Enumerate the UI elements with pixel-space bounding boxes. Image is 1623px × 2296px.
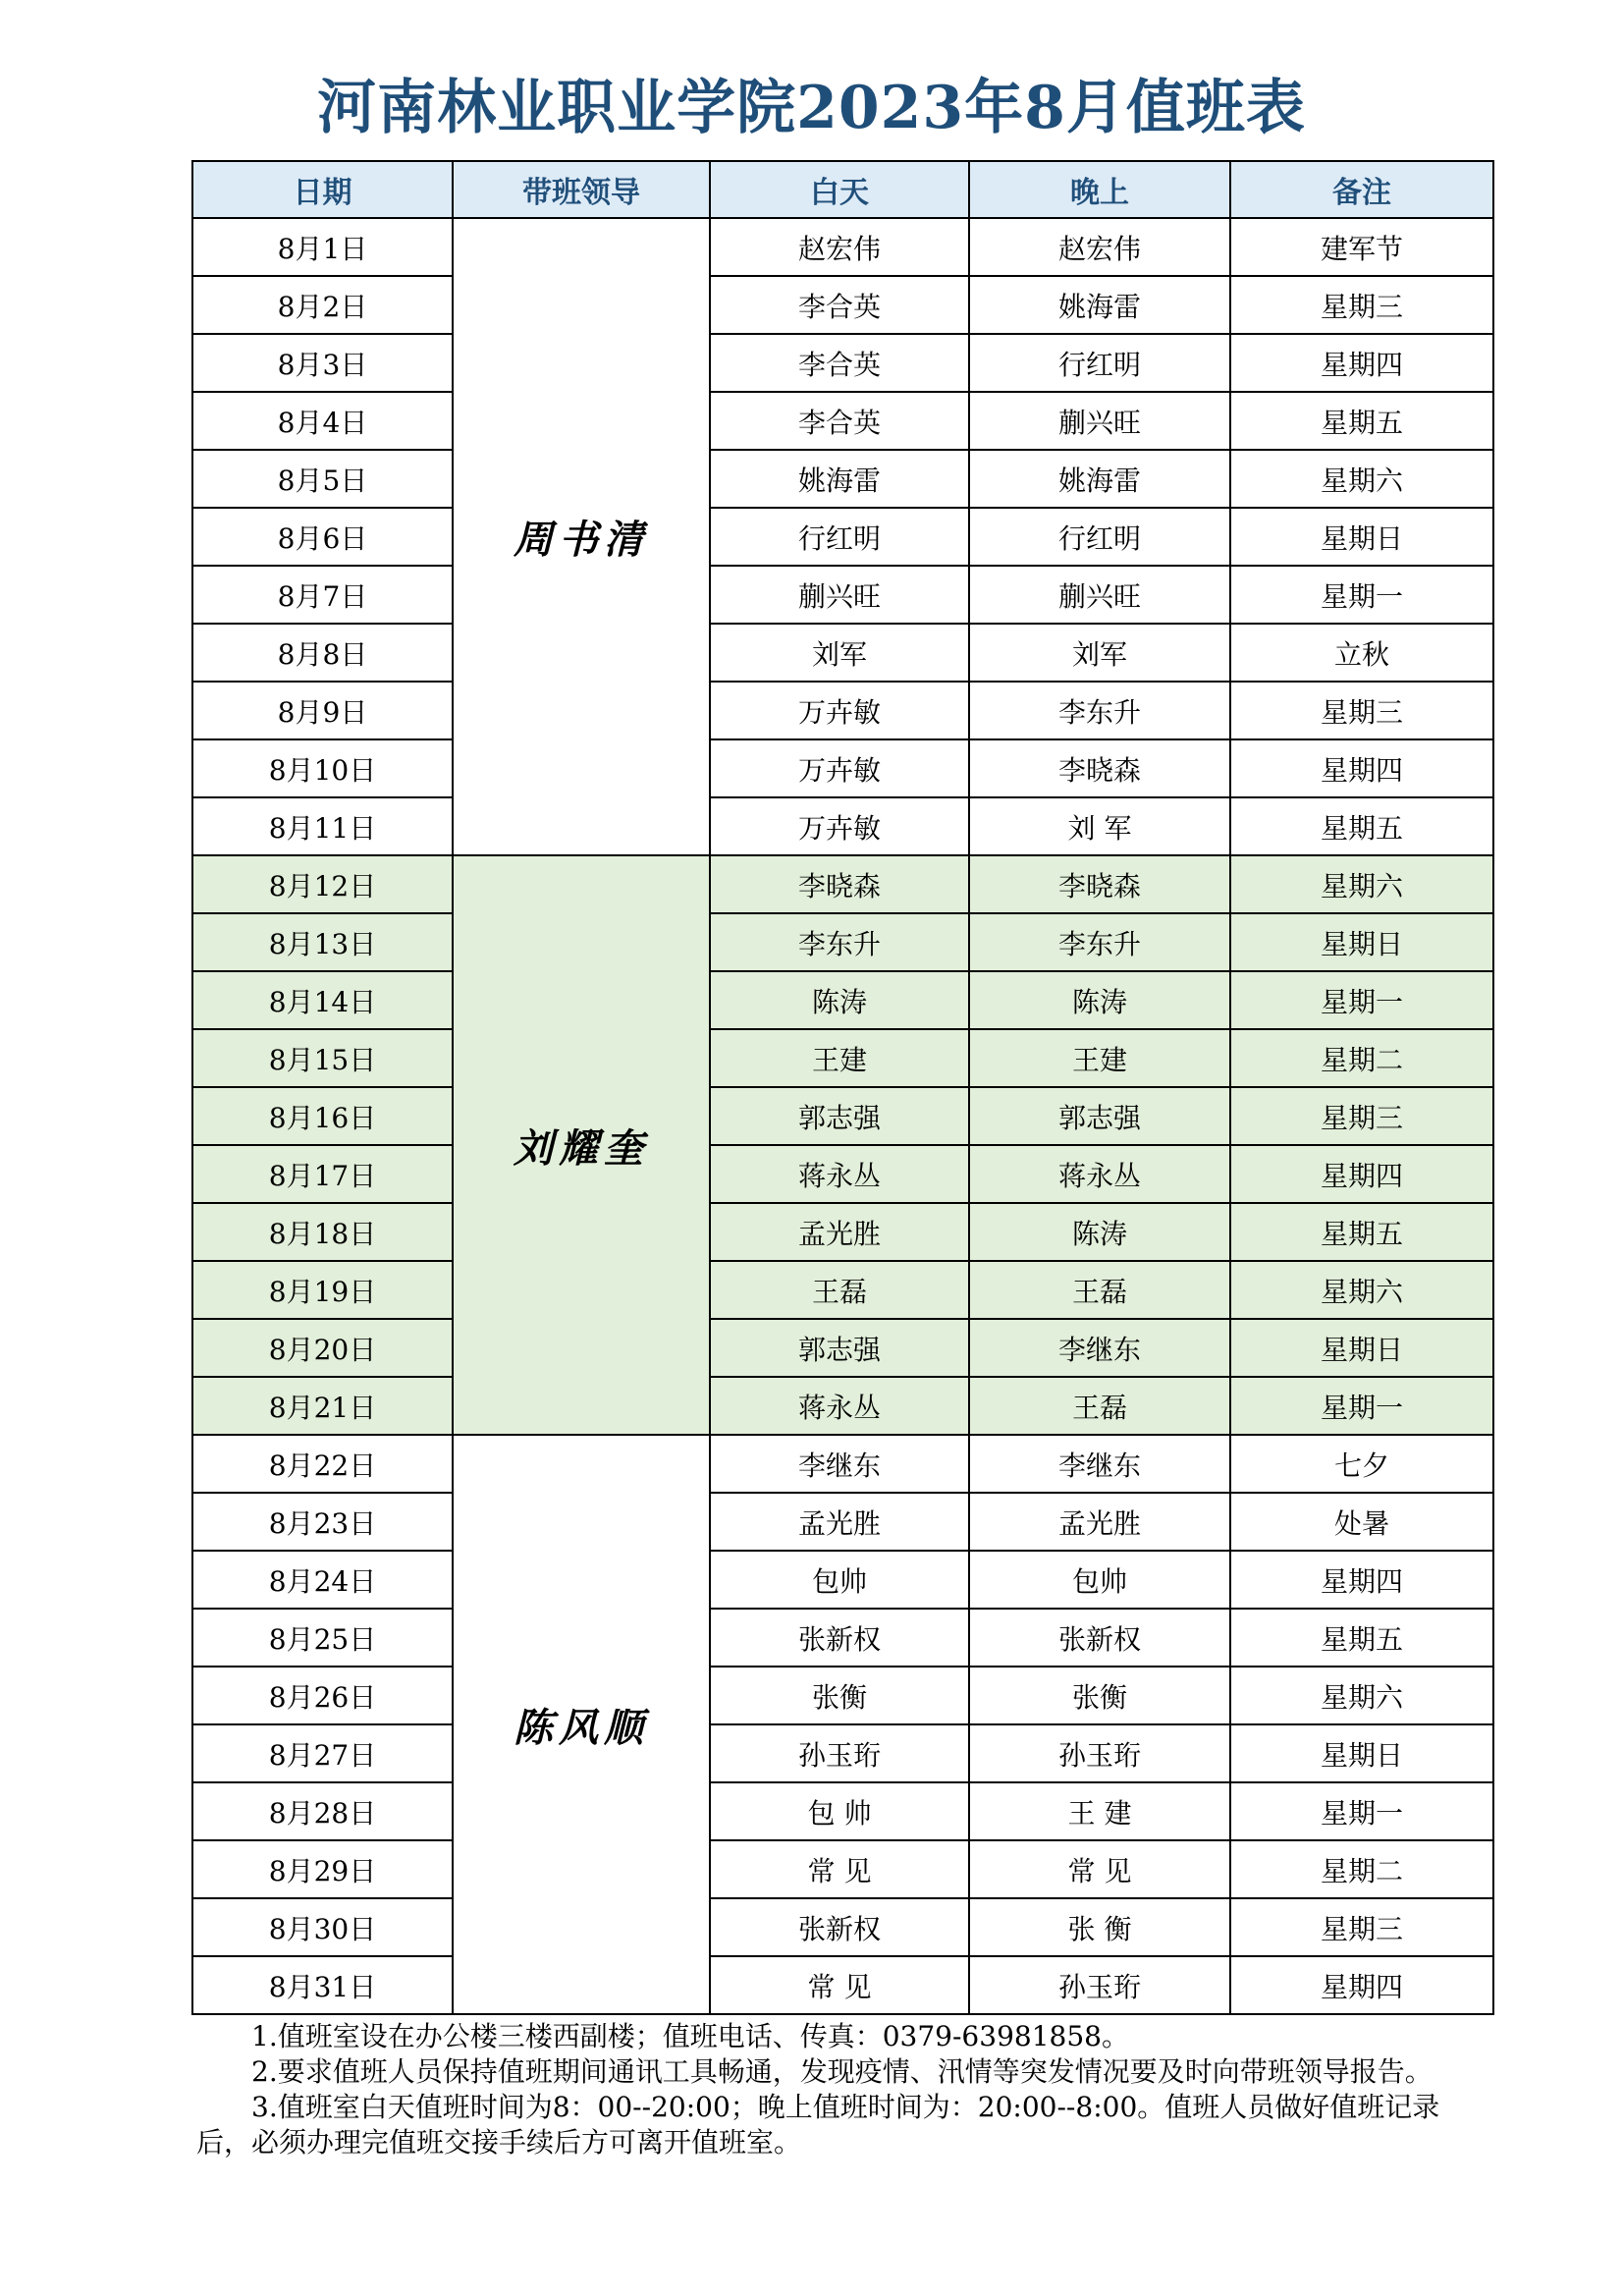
note-cell: 星期三 (1230, 682, 1493, 739)
table-row (192, 1145, 1493, 1203)
day-duty-cell: 郭志强 (710, 1319, 969, 1377)
day-duty-cell: 王磊 (710, 1261, 969, 1319)
night-duty-cell: 刘 军 (969, 797, 1230, 855)
page-title: 河南林业职业学院2023年8月值班表 (317, 74, 1306, 142)
day-duty-cell: 刘军 (710, 624, 969, 682)
night-duty-cell: 李晓森 (969, 855, 1230, 913)
date-cell: 8月8日 (192, 624, 453, 682)
day-duty-cell: 包帅 (710, 1551, 969, 1609)
note-cell: 星期四 (1230, 1145, 1493, 1203)
night-duty-cell: 孙玉珩 (969, 1956, 1230, 2014)
day-duty-cell: 李继东 (710, 1435, 969, 1493)
day-duty-cell: 李晓森 (710, 855, 969, 913)
date-cell: 8月21日 (192, 1377, 453, 1435)
note-cell: 星期四 (1230, 739, 1493, 797)
night-duty-cell: 陈涛 (969, 971, 1230, 1029)
date-cell: 8月24日 (192, 1551, 453, 1609)
note-cell: 星期六 (1230, 855, 1493, 913)
night-duty-cell: 行红明 (969, 508, 1230, 566)
notes (196, 2019, 1483, 2160)
night-duty-cell: 蒯兴旺 (969, 392, 1230, 450)
date-cell: 8月6日 (192, 508, 453, 566)
table-row (192, 1319, 1493, 1377)
note-cell: 星期二 (1230, 1840, 1493, 1898)
day-duty-cell: 蒋永丛 (710, 1377, 969, 1435)
date-cell: 8月1日 (192, 218, 453, 276)
note-cell: 星期三 (1230, 276, 1493, 334)
table-row (192, 1724, 1493, 1782)
table-row (192, 1377, 1493, 1435)
table-row (192, 1898, 1493, 1956)
day-duty-cell: 蒋永丛 (710, 1145, 969, 1203)
note-3: 3.值班室白天值班时间为8：00--20:00；晚上值班时间为：20:00--8:00。值班人员做好值班记录后，必须办理完值班交接手续后方可离开值班室。 (196, 2091, 1440, 2159)
date-cell: 8月25日 (192, 1609, 453, 1667)
date-cell: 8月20日 (192, 1319, 453, 1377)
date-cell: 8月19日 (192, 1261, 453, 1319)
note-cell: 星期日 (1230, 913, 1493, 971)
table-row (192, 566, 1493, 624)
day-duty-cell: 行红明 (710, 508, 969, 566)
day-duty-cell: 李东升 (710, 913, 969, 971)
table-row (192, 913, 1493, 971)
day-duty-cell: 万卉敏 (710, 739, 969, 797)
date-cell: 8月9日 (192, 682, 453, 739)
day-duty-cell: 常 见 (710, 1840, 969, 1898)
day-duty-cell: 万卉敏 (710, 797, 969, 855)
date-cell: 8月5日 (192, 450, 453, 508)
day-duty-cell: 李合英 (710, 334, 969, 392)
night-duty-cell: 蒋永丛 (969, 1145, 1230, 1203)
note-cell: 星期四 (1230, 1551, 1493, 1609)
note-2: 2.要求值班人员保持值班期间通讯工具畅通，发现疫情、汛情等突发情况要及时向带班领导报告。 (251, 2055, 1433, 2088)
leader-cell: 周书清 (453, 218, 710, 855)
table-row (192, 797, 1493, 855)
day-duty-cell: 孙玉珩 (710, 1724, 969, 1782)
table-row (192, 1956, 1493, 2014)
table-row (192, 1609, 1493, 1667)
header-day: 白天 (710, 161, 969, 218)
note-cell: 星期六 (1230, 450, 1493, 508)
night-duty-cell: 孟光胜 (969, 1493, 1230, 1551)
note-cell: 星期一 (1230, 1782, 1493, 1840)
night-duty-cell: 姚海雷 (969, 276, 1230, 334)
table-row (192, 392, 1493, 450)
date-cell: 8月12日 (192, 855, 453, 913)
night-duty-cell: 王磊 (969, 1261, 1230, 1319)
table-row (192, 1261, 1493, 1319)
night-duty-cell: 蒯兴旺 (969, 566, 1230, 624)
date-cell: 8月2日 (192, 276, 453, 334)
note-cell: 星期日 (1230, 508, 1493, 566)
night-duty-cell: 李晓森 (969, 739, 1230, 797)
note-cell: 星期五 (1230, 392, 1493, 450)
night-duty-cell: 李东升 (969, 913, 1230, 971)
note-cell: 星期三 (1230, 1898, 1493, 1956)
night-duty-cell: 李继东 (969, 1319, 1230, 1377)
table-row (192, 1087, 1493, 1145)
header-row (192, 161, 1493, 218)
night-duty-cell: 赵宏伟 (969, 218, 1230, 276)
note-cell: 星期一 (1230, 971, 1493, 1029)
table-row (192, 1840, 1493, 1898)
night-duty-cell: 姚海雷 (969, 450, 1230, 508)
night-duty-cell: 王建 (969, 1029, 1230, 1087)
day-duty-cell: 郭志强 (710, 1087, 969, 1145)
day-duty-cell: 李合英 (710, 276, 969, 334)
date-cell: 8月4日 (192, 392, 453, 450)
table-row (192, 1493, 1493, 1551)
night-duty-cell: 张 衡 (969, 1898, 1230, 1956)
holiday-note-cell: 立秋 (1230, 624, 1493, 682)
table-row (192, 508, 1493, 566)
note-cell: 星期六 (1230, 1261, 1493, 1319)
note-cell: 星期二 (1230, 1029, 1493, 1087)
note-cell: 星期五 (1230, 1609, 1493, 1667)
holiday-note-cell: 处暑 (1230, 1493, 1493, 1551)
night-duty-cell: 张衡 (969, 1667, 1230, 1724)
day-duty-cell: 张衡 (710, 1667, 969, 1724)
date-cell: 8月22日 (192, 1435, 453, 1493)
table-row (192, 1782, 1493, 1840)
table-row (192, 682, 1493, 739)
date-cell: 8月7日 (192, 566, 453, 624)
day-duty-cell: 张新权 (710, 1609, 969, 1667)
table-row (192, 624, 1493, 682)
table-row (192, 1029, 1493, 1087)
date-cell: 8月30日 (192, 1898, 453, 1956)
note-1: 1.值班室设在办公楼三楼西副楼；值班电话、传真：0379-63981858。 (251, 2020, 1129, 2052)
note-cell: 星期一 (1230, 1377, 1493, 1435)
note-cell: 星期日 (1230, 1319, 1493, 1377)
table-row (192, 1667, 1493, 1724)
day-duty-cell: 常 见 (710, 1956, 969, 2014)
night-duty-cell: 王 建 (969, 1782, 1230, 1840)
table-row (192, 971, 1493, 1029)
note-cell: 星期一 (1230, 566, 1493, 624)
note-cell: 星期日 (1230, 1724, 1493, 1782)
night-duty-cell: 李东升 (969, 682, 1230, 739)
table-row (192, 334, 1493, 392)
table-row (192, 450, 1493, 508)
night-duty-cell: 行红明 (969, 334, 1230, 392)
day-duty-cell: 蒯兴旺 (710, 566, 969, 624)
night-duty-cell: 张新权 (969, 1609, 1230, 1667)
header-night: 晚上 (969, 161, 1230, 218)
duty-table (191, 160, 1494, 2015)
note-cell: 星期四 (1230, 334, 1493, 392)
note-cell: 星期六 (1230, 1667, 1493, 1724)
day-duty-cell: 李合英 (710, 392, 969, 450)
date-cell: 8月16日 (192, 1087, 453, 1145)
night-duty-cell: 王磊 (969, 1377, 1230, 1435)
night-duty-cell: 刘军 (969, 624, 1230, 682)
date-cell: 8月17日 (192, 1145, 453, 1203)
date-cell: 8月15日 (192, 1029, 453, 1087)
night-duty-cell: 李继东 (969, 1435, 1230, 1493)
leader-cell: 刘耀奎 (453, 855, 710, 1435)
date-cell: 8月31日 (192, 1956, 453, 2014)
date-cell: 8月11日 (192, 797, 453, 855)
day-duty-cell: 陈涛 (710, 971, 969, 1029)
note-cell: 星期四 (1230, 1956, 1493, 2014)
date-cell: 8月13日 (192, 913, 453, 971)
day-duty-cell: 孟光胜 (710, 1493, 969, 1551)
night-duty-cell: 郭志强 (969, 1087, 1230, 1145)
note-cell: 星期五 (1230, 797, 1493, 855)
note-cell: 星期三 (1230, 1087, 1493, 1145)
day-duty-cell: 姚海雷 (710, 450, 969, 508)
table-row (192, 1551, 1493, 1609)
day-duty-cell: 包 帅 (710, 1782, 969, 1840)
table-row (192, 218, 1493, 276)
date-cell: 8月10日 (192, 739, 453, 797)
table-row (192, 1435, 1493, 1493)
date-cell: 8月27日 (192, 1724, 453, 1782)
night-duty-cell: 陈涛 (969, 1203, 1230, 1261)
table-row (192, 276, 1493, 334)
note-cell: 星期五 (1230, 1203, 1493, 1261)
holiday-note-cell: 建军节 (1230, 218, 1493, 276)
date-cell: 8月3日 (192, 334, 453, 392)
duty-table-body (192, 218, 1493, 2014)
header-date: 日期 (192, 161, 453, 218)
header-leader: 带班领导 (453, 161, 710, 218)
table-row (192, 739, 1493, 797)
date-cell: 8月29日 (192, 1840, 453, 1898)
day-duty-cell: 赵宏伟 (710, 218, 969, 276)
night-duty-cell: 孙玉珩 (969, 1724, 1230, 1782)
holiday-note-cell: 七夕 (1230, 1435, 1493, 1493)
header-note: 备注 (1230, 161, 1493, 218)
date-cell: 8月28日 (192, 1782, 453, 1840)
date-cell: 8月26日 (192, 1667, 453, 1724)
date-cell: 8月23日 (192, 1493, 453, 1551)
day-duty-cell: 孟光胜 (710, 1203, 969, 1261)
day-duty-cell: 万卉敏 (710, 682, 969, 739)
date-cell: 8月18日 (192, 1203, 453, 1261)
night-duty-cell: 包帅 (969, 1551, 1230, 1609)
date-cell: 8月14日 (192, 971, 453, 1029)
day-duty-cell: 王建 (710, 1029, 969, 1087)
table-row (192, 1203, 1493, 1261)
leader-cell: 陈风顺 (453, 1435, 710, 2014)
day-duty-cell: 张新权 (710, 1898, 969, 1956)
table-row (192, 855, 1493, 913)
night-duty-cell: 常 见 (969, 1840, 1230, 1898)
